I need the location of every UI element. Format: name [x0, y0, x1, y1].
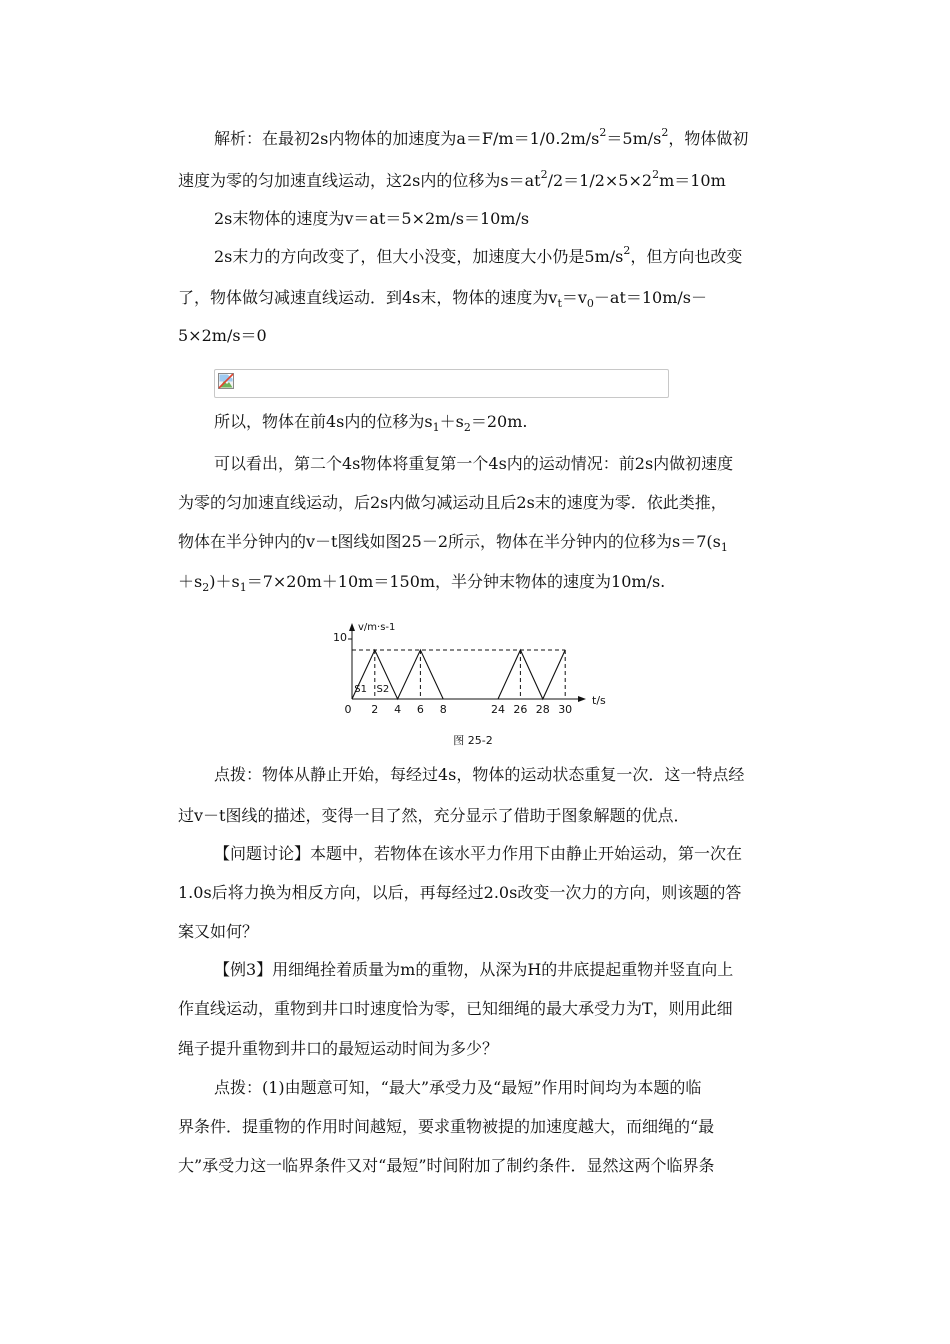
hint2-line-2: 界条件．提重物的作用时间越短，要求重物被提的加速度越大，而细绳的“最: [178, 1117, 715, 1136]
text: ＝5m/s: [606, 129, 662, 148]
hint2-line-1: 点拨：(1)由题意可知，“最大”承受力及“最短”作用时间均为本题的临: [214, 1078, 702, 1097]
y-tick-label: 10: [333, 631, 347, 644]
text: 2s末力的方向改变了，但大小没变，加速度大小仍是5m/s: [214, 247, 624, 266]
text: ，物体做初: [668, 129, 749, 148]
superscript: 2: [599, 126, 607, 139]
x-tick-label: 4: [394, 703, 402, 716]
text: ＝20m.: [470, 412, 528, 431]
discussion-line-3: 案又如何？: [178, 922, 259, 941]
text: ＋s: [439, 412, 464, 431]
text: ＝v: [561, 288, 587, 307]
x-tick-label: 24: [491, 703, 505, 716]
superscript: 2: [652, 168, 660, 181]
force-change-line-1: [214, 246, 742, 268]
subscript: 1: [239, 581, 247, 594]
repeat-line-4: [178, 571, 665, 593]
x-tick-label: 6: [416, 703, 424, 716]
x-axis-label: t/s: [592, 694, 606, 707]
broken-image-icon: [218, 373, 234, 389]
repeat-line-3: [178, 531, 728, 553]
text: ＝7×20m＋10m＝150m，半分钟末物体的速度为10m/s.: [246, 572, 666, 591]
hint2-line-3: 大”承受力这一临界条件又对“最短”时间附加了制约条件．显然这两个临界条: [178, 1156, 715, 1175]
analysis-line-2: [178, 170, 726, 192]
text: m＝10m: [659, 171, 726, 190]
repeat-line-1: 可以看出，第二个4s物体将重复第一个4s内的运动情况：前2s内做初速度: [214, 454, 734, 473]
hint-line-2: 过v－t图线的描述，变得一目了然，充分显示了借助于图象解题的优点．: [178, 806, 690, 825]
repeat-line-2: 为零的匀加速直线运动，后2s内做匀减运动且后2s末的速度为零．依此类推，: [178, 493, 727, 512]
hint-line-1: 点拨：物体从静止开始，每经过4s，物体的运动状态重复一次．这一特点经: [214, 765, 745, 784]
x-tick-label: 30: [558, 703, 573, 716]
x-tick-label: 28: [535, 703, 550, 716]
text: /2＝1/2×5×2: [547, 171, 653, 190]
superscript: 2: [661, 126, 669, 139]
discussion-line-2: 1.0s后将力换为相反方向，以后，再每经过2.0s改变一次力的方向，则该题的答: [178, 883, 742, 902]
subscript: 2: [202, 581, 210, 594]
force-change-line-2: [178, 287, 707, 309]
series-line: [498, 650, 565, 699]
text: )＋s: [209, 572, 240, 591]
text: 了，物体做匀减速直线运动．到4s末，物体的速度为v: [178, 288, 558, 307]
subscript: 2: [463, 421, 471, 434]
text: 所以，物体在前4s内的位移为s: [214, 412, 433, 431]
example3-line-2: 作直线运动，重物到井口时速度恰为零，已知细绳的最大承受力为T，则用此细: [178, 999, 733, 1018]
broken-image-placeholder: [214, 369, 669, 398]
text: 解析：在最初2s内物体的加速度为a＝F/m＝1/0.2m/s: [214, 129, 600, 148]
velocity-line: 2s末物体的速度为v＝at＝5×2m/s＝10m/s: [214, 209, 530, 228]
text: 速度为零的匀加速直线运动，这2s内的位移为s＝at: [178, 171, 541, 190]
y-axis-arrow: [349, 623, 355, 631]
vt-graph-figure: [325, 615, 625, 750]
force-change-line-3: 5×2m/s＝0: [178, 326, 267, 345]
subscript: t: [557, 297, 562, 310]
x-tick-label: 2: [371, 703, 379, 716]
subscript: 1: [720, 541, 728, 554]
x-axis-arrow: [578, 696, 586, 702]
example3-line-3: 绳子提升重物到井口的最短运动时间为多少？: [178, 1039, 499, 1058]
superscript: 2: [623, 244, 631, 257]
analysis-line-1: [214, 128, 748, 150]
text: 物体在半分钟内的v－t图线如图25－2所示，物体在半分钟内的位移为s＝7(s: [178, 532, 721, 551]
x-tick-label: 0: [344, 703, 352, 716]
area-label-s2: S2: [376, 684, 390, 695]
discussion-line-1: 【问题讨论】本题中，若物体在该水平力作用下由静止开始运动，第一次在: [214, 844, 743, 863]
text: ＋s: [178, 572, 203, 591]
example3-line-1: 【例3】用细绳拴着质量为m的重物，从深为H的井底提起重物并竖直向上: [214, 960, 734, 979]
chart-labels: [333, 622, 606, 747]
area-label-s1: S1: [354, 684, 367, 695]
superscript: 2: [540, 168, 548, 181]
x-tick-label: 26: [513, 703, 528, 716]
x-tick-label: 8: [439, 703, 447, 716]
y-axis-label: v/m·s-1: [358, 622, 396, 633]
text: ，但方向也改变: [630, 247, 743, 266]
text: －at＝10m/s－: [593, 288, 708, 307]
subscript: 1: [432, 421, 440, 434]
subscript: 0: [586, 297, 594, 310]
figure-caption: 图 25-2: [453, 734, 493, 747]
displacement-line: [214, 411, 527, 433]
